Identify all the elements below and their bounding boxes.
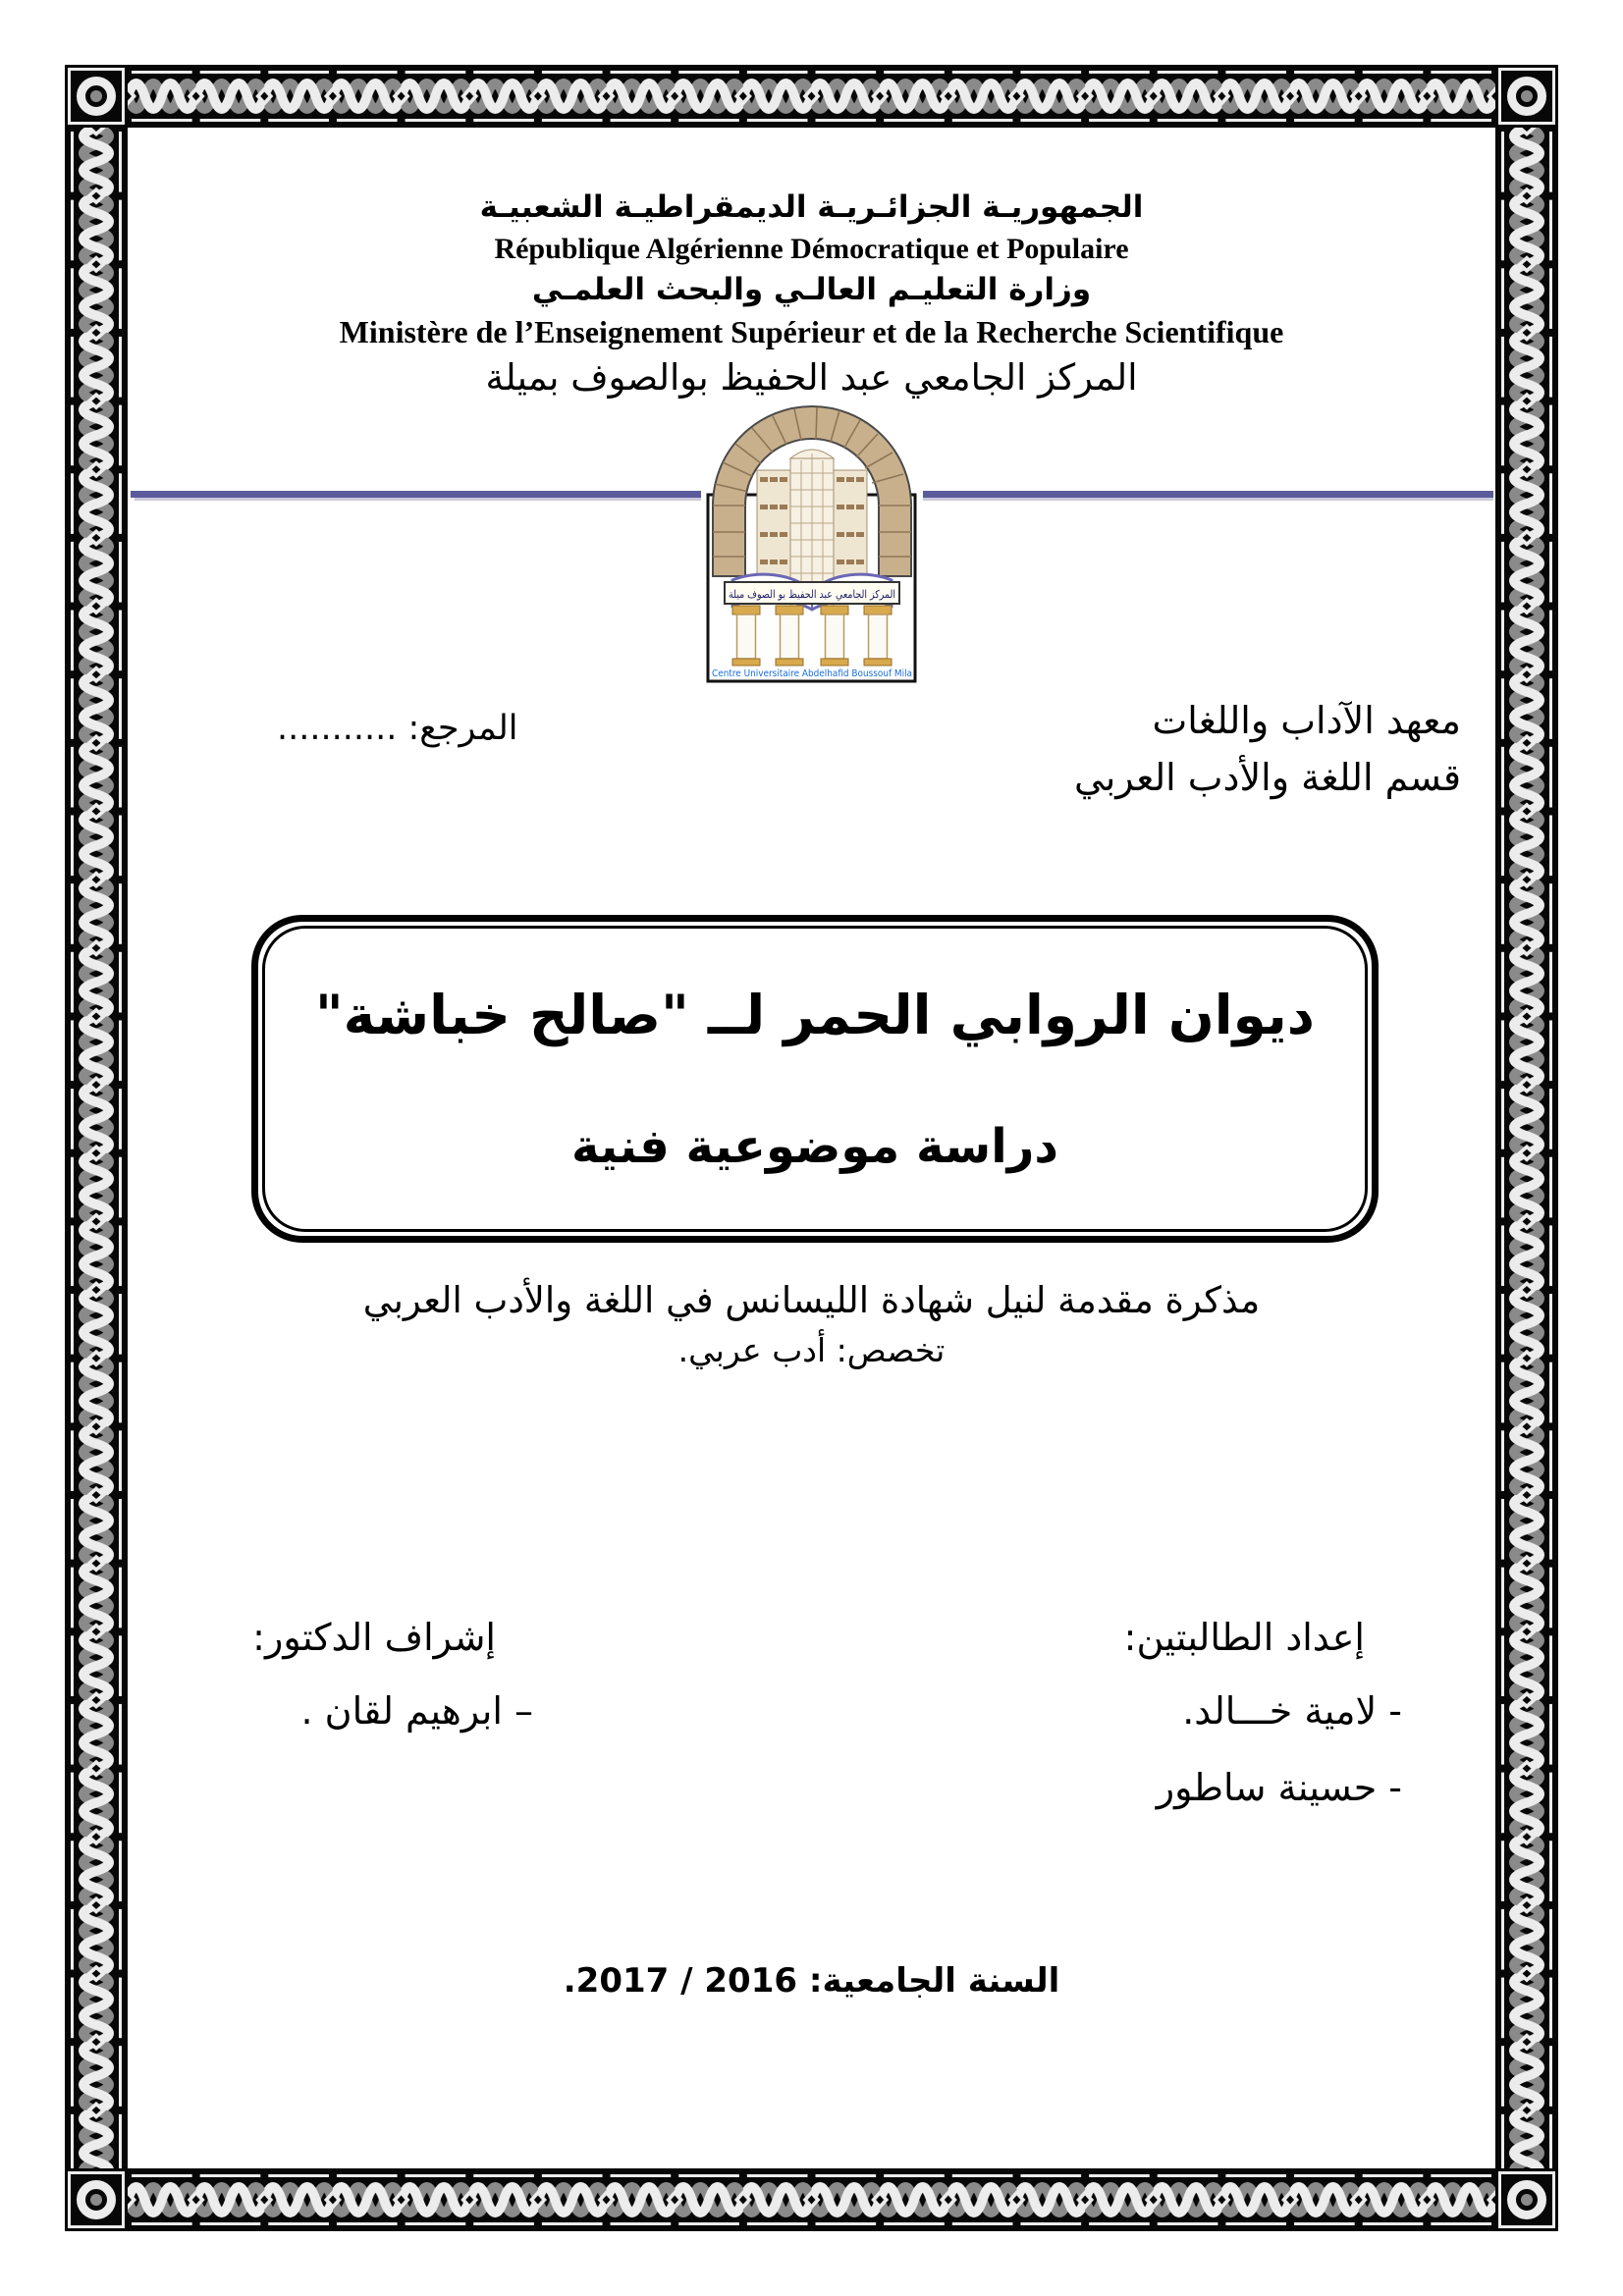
frame-corner-top-right <box>1495 65 1558 128</box>
university-name-arabic: المركز الجامعي عبد الحفيظ بوالصوف بميلة <box>485 356 1138 399</box>
supervisor-heading: إشراف الدكتور: <box>252 1616 496 1659</box>
ministry-name-arabic: وزارة التعليـم العالـي والبحث العلمـي <box>531 272 1092 307</box>
department-name: قسم اللغة والأدب العربي <box>1074 756 1461 799</box>
title-box <box>251 915 1379 1243</box>
thesis-title-line2: دراسة موضوعية فنية <box>571 1118 1058 1174</box>
frame-band-bottom <box>128 2168 1495 2231</box>
frame-corner-top-left <box>65 65 128 128</box>
author-name-1: - لامية خـــالد. <box>1182 1689 1402 1733</box>
institute-name: معهد الآداب واللغات <box>1152 699 1461 742</box>
thesis-title-line1: ديوان الروابي الحمر لــ "صالح خباشة" <box>315 983 1316 1046</box>
frame-corner-bottom-right <box>1495 2168 1558 2231</box>
specialty: تخصص: أدب عربي. <box>677 1331 946 1369</box>
logo-banner-text: المركز الجامعي عبد الحفيظ بو الصوف ميلة <box>729 588 895 601</box>
supervisor-block <box>252 1612 533 1735</box>
authors-heading: إعداد الطالبتين: <box>1123 1616 1365 1659</box>
frame-band-left <box>65 128 128 2168</box>
institute-block <box>1074 692 1461 806</box>
subtitle-block <box>0 1274 1623 1374</box>
title-box-inner <box>262 926 1368 1232</box>
header-block <box>0 185 1623 402</box>
ministry-name-french: Ministère de l’Enseignement Supérieur et de la Recherche Scientifique <box>339 314 1284 349</box>
republic-name-french: République Algérienne Démocratique et Populaire <box>494 233 1129 265</box>
memoir-description: مذكرة مقدمة لنيل شهادة الليسانس في اللغة والأدب العربي <box>362 1279 1261 1321</box>
supervisor-name: – ابرهيم لقان . <box>300 1689 533 1733</box>
author-name-2: - حسينة ساطور <box>1156 1766 1402 1809</box>
reference-field: المرجع: ........... <box>277 709 518 748</box>
academic-year: السنة الجامعية: 2016 / 2017. <box>563 1961 1060 2001</box>
logo-caption-text: Centre Universitaire Abdelhafid Boussouf Mila <box>712 668 912 679</box>
authors-block <box>1123 1612 1402 1812</box>
university-logo <box>701 400 923 684</box>
frame-band-right <box>1495 128 1558 2168</box>
frame-band-top <box>128 65 1495 128</box>
republic-name-arabic: الجمهوريـة الجزائـريـة الديمقراطيـة الشعبيـة <box>479 189 1144 225</box>
frame-corner-bottom-left <box>65 2168 128 2231</box>
